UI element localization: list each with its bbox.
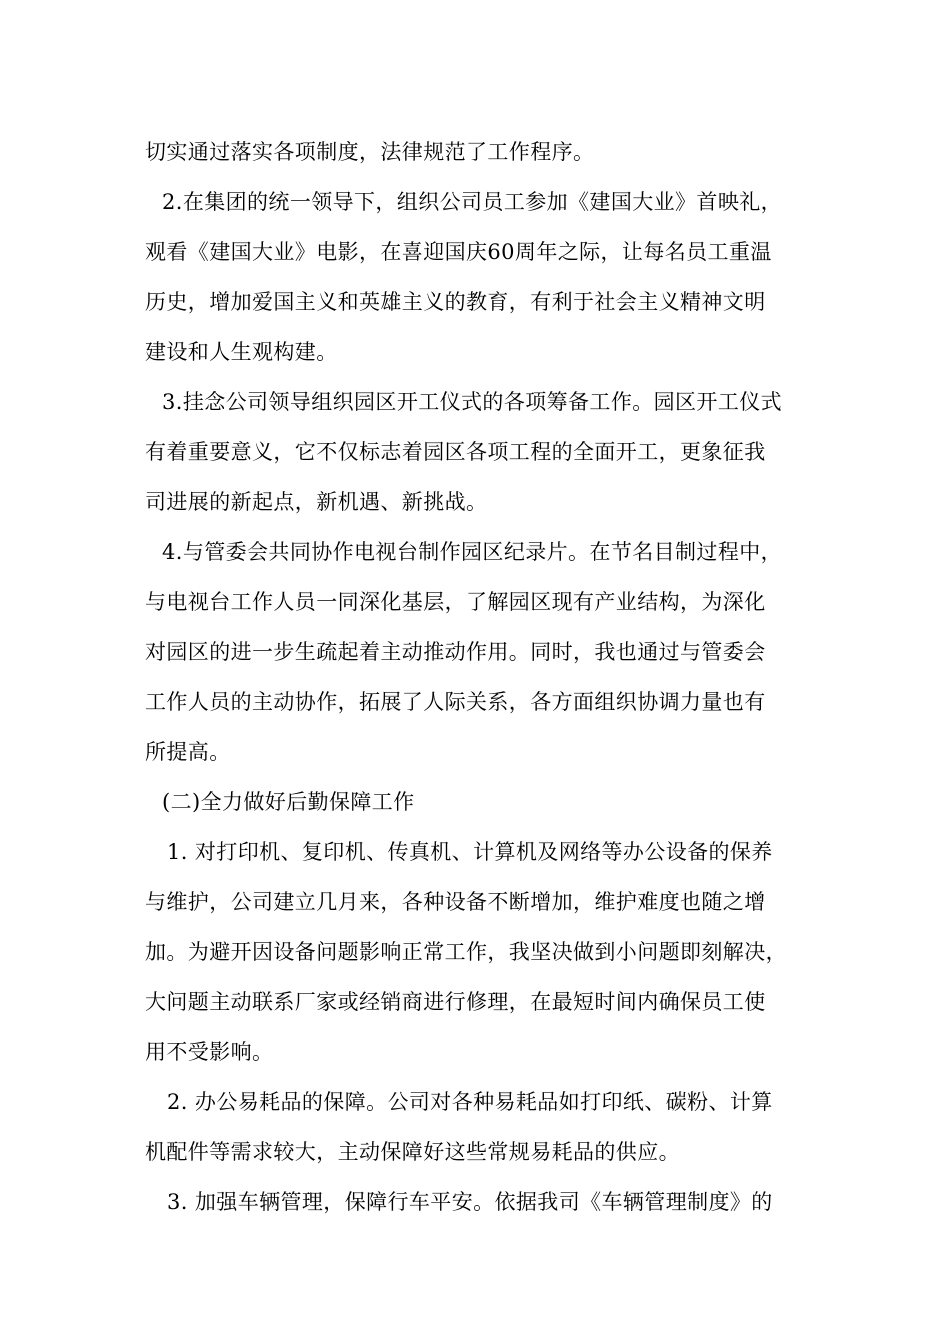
paragraph-line: 机配件等需求较大，主动保障好这些常规易耗品的供应。 <box>145 1140 680 1164</box>
paragraph-line: 有着重要意义，它不仅标志着园区各项工程的全面开工，更象征我 <box>145 440 766 464</box>
paragraph-line: 与电视台工作人员一同深化基层，了解园区现有产业结构，为深化 <box>145 590 766 614</box>
paragraph-line: 用不受影响。 <box>145 1040 274 1064</box>
paragraph-line: 所提高。 <box>145 740 231 764</box>
paragraph-line: 建设和人生观构建。 <box>145 340 338 364</box>
paragraph-line: 3. 加强车辆管理，保障行车平安。依据我司《车辆管理制度》的 <box>167 1190 773 1214</box>
paragraph-line: 观看《建国大业》电影，在喜迎国庆60周年之际，让每名员工重温 <box>145 240 772 264</box>
paragraph-line: 司进展的新起点，新机遇、新挑战。 <box>145 490 488 514</box>
paragraph-line: 切实通过落实各项制度，法律规范了工作程序。 <box>145 140 595 164</box>
section-heading: (二)全力做好后勤保障工作 <box>162 790 415 814</box>
paragraph-line: 加。为避开因设备问题影响正常工作，我坚决做到小问题即刻解决， <box>145 940 787 964</box>
paragraph-line: 历史，增加爱国主义和英雄主义的教育，有利于社会主义精神文明 <box>145 290 766 314</box>
paragraph-line: 4.与管委会共同协作电视台制作园区纪录片。在节名目制过程中， <box>162 540 783 564</box>
paragraph-line: 3.挂念公司领导组织园区开工仪式的各项筹备工作。园区开工仪式 <box>162 390 783 414</box>
paragraph-line: 大问题主动联系厂家或经销商进行修理，在最短时间内确保员工使 <box>145 990 766 1014</box>
paragraph-line: 对园区的进一步生疏起着主动推动作用。同时，我也通过与管委会 <box>145 640 766 664</box>
paragraph-line: 1. 对打印机、复印机、传真机、计算机及网络等办公设备的保养 <box>167 840 773 864</box>
paragraph-line: 2.在集团的统一领导下，组织公司员工参加《建国大业》首映礼， <box>162 190 783 214</box>
paragraph-line: 与维护，公司建立几月来，各种设备不断增加，维护难度也随之增 <box>145 890 766 914</box>
paragraph-line: 2. 办公易耗品的保障。公司对各种易耗品如打印纸、碳粉、计算 <box>167 1090 773 1114</box>
paragraph-line: 工作人员的主动协作，拓展了人际关系，各方面组织协调力量也有 <box>145 690 766 714</box>
